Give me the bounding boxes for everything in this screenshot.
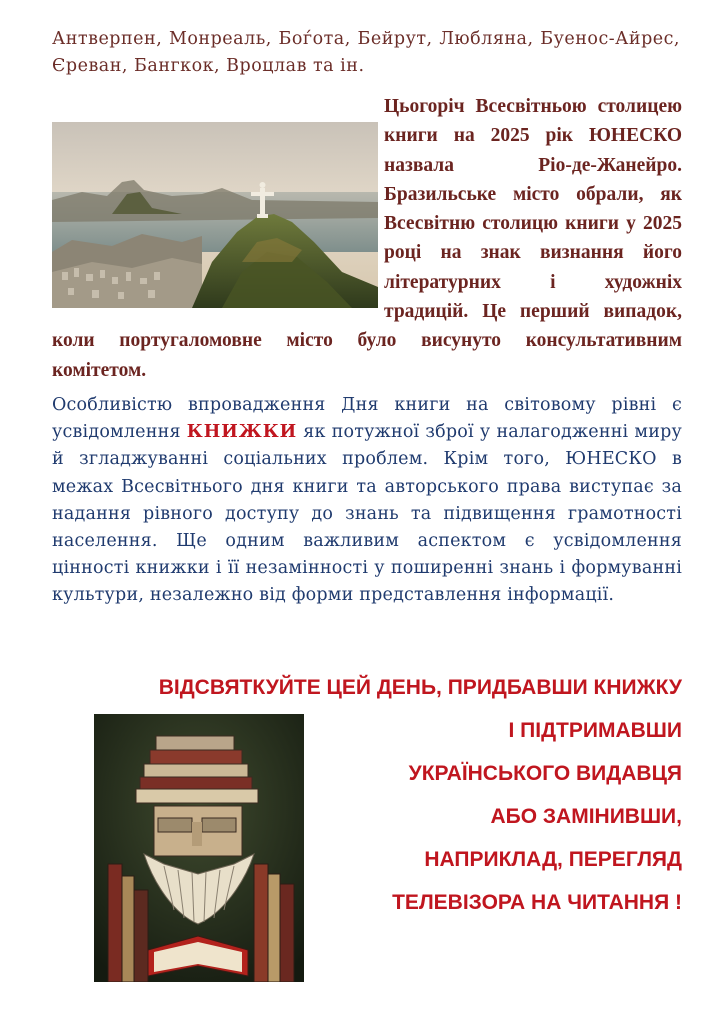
book-capital-text: Цьогоріч Всесвітньою столицею книги на 2025 рік ЮНЕСКО назвала Ріо-де-Жанейро. Бразильське місто обрали, як Всесвітню столицю книги у 2025 році на знак визнання його літературних і художніх традицій. Це перший випадок, коли португаломовне місто було висунуто консультативним — [52, 96, 682, 352]
cta-line-2: І ПІДТРИМАВШИ — [508, 719, 682, 742]
highlighted-word: КНИЖКИ — [186, 422, 298, 443]
intro-paragraph: Антверпен, Монреаль, Боѓота, Бейрут, Любляна, Буенос-Айрес, Єреван, Бангкок, Вроцлав та ін. — [52, 29, 680, 76]
cta-line-6: ТЕЛЕВІЗОРА НА ЧИТАННЯ ! — [392, 891, 682, 914]
cta-line-1: ВІДСВЯТКУЙТЕ ЦЕЙ ДЕНЬ, ПРИДБАВШИ КНИЖКУ — [158, 676, 682, 699]
book-capital-last-line: комітетом. — [52, 359, 147, 381]
book-day-text-part1: Особливістю впровадження Дня книги на світовому рівні є усвідомлення — [52, 395, 682, 443]
book-capital-paragraph — [52, 92, 682, 385]
cta-line-3: УКРАЇНСЬКОГО ВИДАВЦЯ — [408, 762, 682, 785]
book-day-paragraph — [52, 392, 682, 610]
rio-de-janeiro-photo — [52, 122, 378, 308]
book-man-illustration — [94, 714, 304, 982]
book-day-text-part2: як потужної зброї у налагодженні миру й згладжуванні соціальних проблем. Крім того, ЮНЕСКО в межах Всесвітнього дня книги та авторського права виступає за надання рівного доступу до знань та підвищення грамотності населення. Ще одним важливим аспектом є усвідомлення цінності книжки і її незамінності у поширенні знань і формуванні культури, незалежно від форми представлення інформації. — [52, 422, 682, 606]
cta-line-5: НАПРИКЛАД, ПЕРЕГЛЯД — [424, 848, 682, 871]
cta-line-4: АБО ЗАМІНИВШИ, — [490, 805, 682, 828]
